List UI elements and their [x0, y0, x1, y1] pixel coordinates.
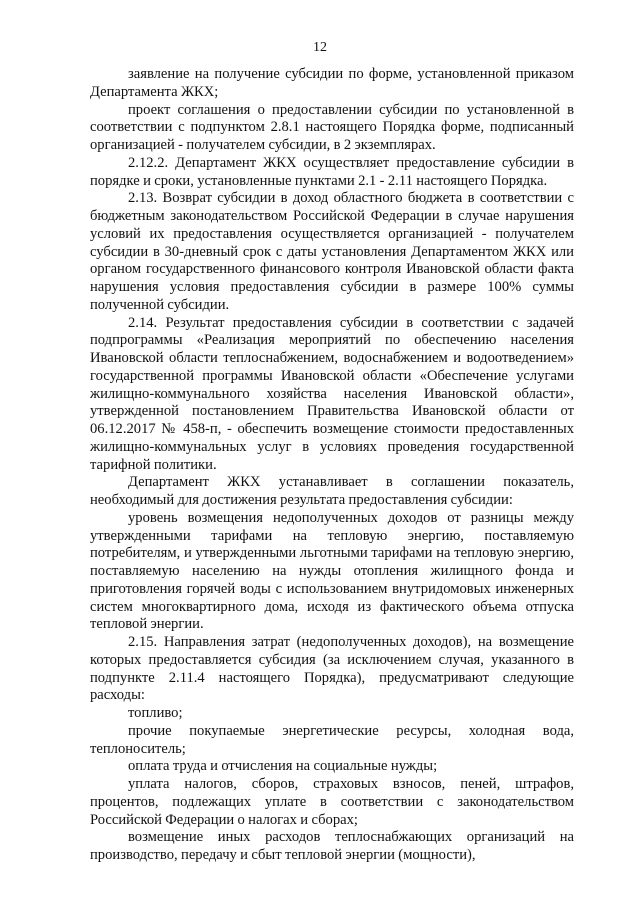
- document-body: [90, 66, 574, 865]
- paragraph-2-12-2: 2.12.2. Департамент ЖКХ осуществляет предоставление субсидии в порядке и сроки, установленные пунктами 2.1 - 2.11 настоящего Порядка.: [90, 154, 574, 189]
- paragraph-2-13: 2.13. Возврат субсидии в доход областного бюджета в соответствии с бюджетным законодательством Российской Федерации в случае нарушения условий их предоставления осуществляется организацией - получателем субсидии в 30-дневный срок с даты установления Департаментом ЖКХ или органом государственного финансового контроля Ивановской области факта нарушения условия предоставления субсидии в размере 100% суммы полученной субсидии.: [90, 190, 574, 313]
- list-item-taxes: уплата налогов, сборов, страховых взносов, пеней, штрафов, процентов, подлежащих уплате в соответствии с законодательством Российской Федерации о налогах и сборах;: [90, 776, 574, 828]
- paragraph-application-form: заявление на получение субсидии по форме, установленной приказом Департамента ЖКХ;: [90, 66, 574, 100]
- paragraph-indicator: Департамент ЖКХ устанавливает в соглашении показатель, необходимый для достижения результата предоставления субсидии:: [90, 474, 574, 508]
- list-item-labor: оплата труда и отчисления на социальные нужды;: [128, 758, 438, 775]
- paragraph-2-15: 2.15. Направления затрат (недополученных доходов), на возмещение которых предоставляется субсидия (за исключением случая, указанного в подпункте 2.11.4 настоящего Порядка), предусматривают следующие расходы:: [90, 634, 574, 704]
- list-item-fuel: топливо;: [128, 705, 183, 721]
- list-item-other-expenses: возмещение иных расходов теплоснабжающих организаций на производство, передачу и сбыт тепловой энергии (мощности),: [90, 829, 574, 863]
- page-number: 12: [313, 40, 327, 55]
- list-item-energy-resources: прочие покупаемые энергетические ресурсы, холодная вода, теплоноситель;: [90, 722, 574, 757]
- paragraph-2-14: 2.14. Результат предоставления субсидии в соответствии с задачей подпрограммы «Реализация мероприятий по обеспечению населения Ивановской области теплоснабжением, водоснабжением и водоотведением» государственной программы Ивановской области «Обеспечение услугами жилищно-коммунального хозяйства населения Ивановской области», утвержденной постановлением Правительства Ивановской области от 06.12.2017 № 458-п, - обеспечить возмещение стоимости предоставленных жилищно-коммунальных услуг в условиях проведения государственной тарифной политики.: [90, 314, 574, 473]
- paragraph-agreement-draft: проект соглашения о предоставлении субсидии по установленной в соответствии с подпунктом 2.8.1 настоящего Порядка форме, подписанный организацией - получателем субсидии, в 2 экземплярах.: [90, 101, 574, 153]
- paragraph-reimbursement-level: уровень возмещения недополученных доходов от разницы между утвержденными тарифами на тепловую энергию, поставляемую потребителям, и утвержденными льготными тарифами на тепловую энергию, поставляемую населению на нужды отопления жилищного фонда и приготовления горячей воды с использованием внутридомовых инженерных систем многоквартирного дома, исходя из фактического объема отпуска тепловой энергии.: [90, 509, 574, 633]
